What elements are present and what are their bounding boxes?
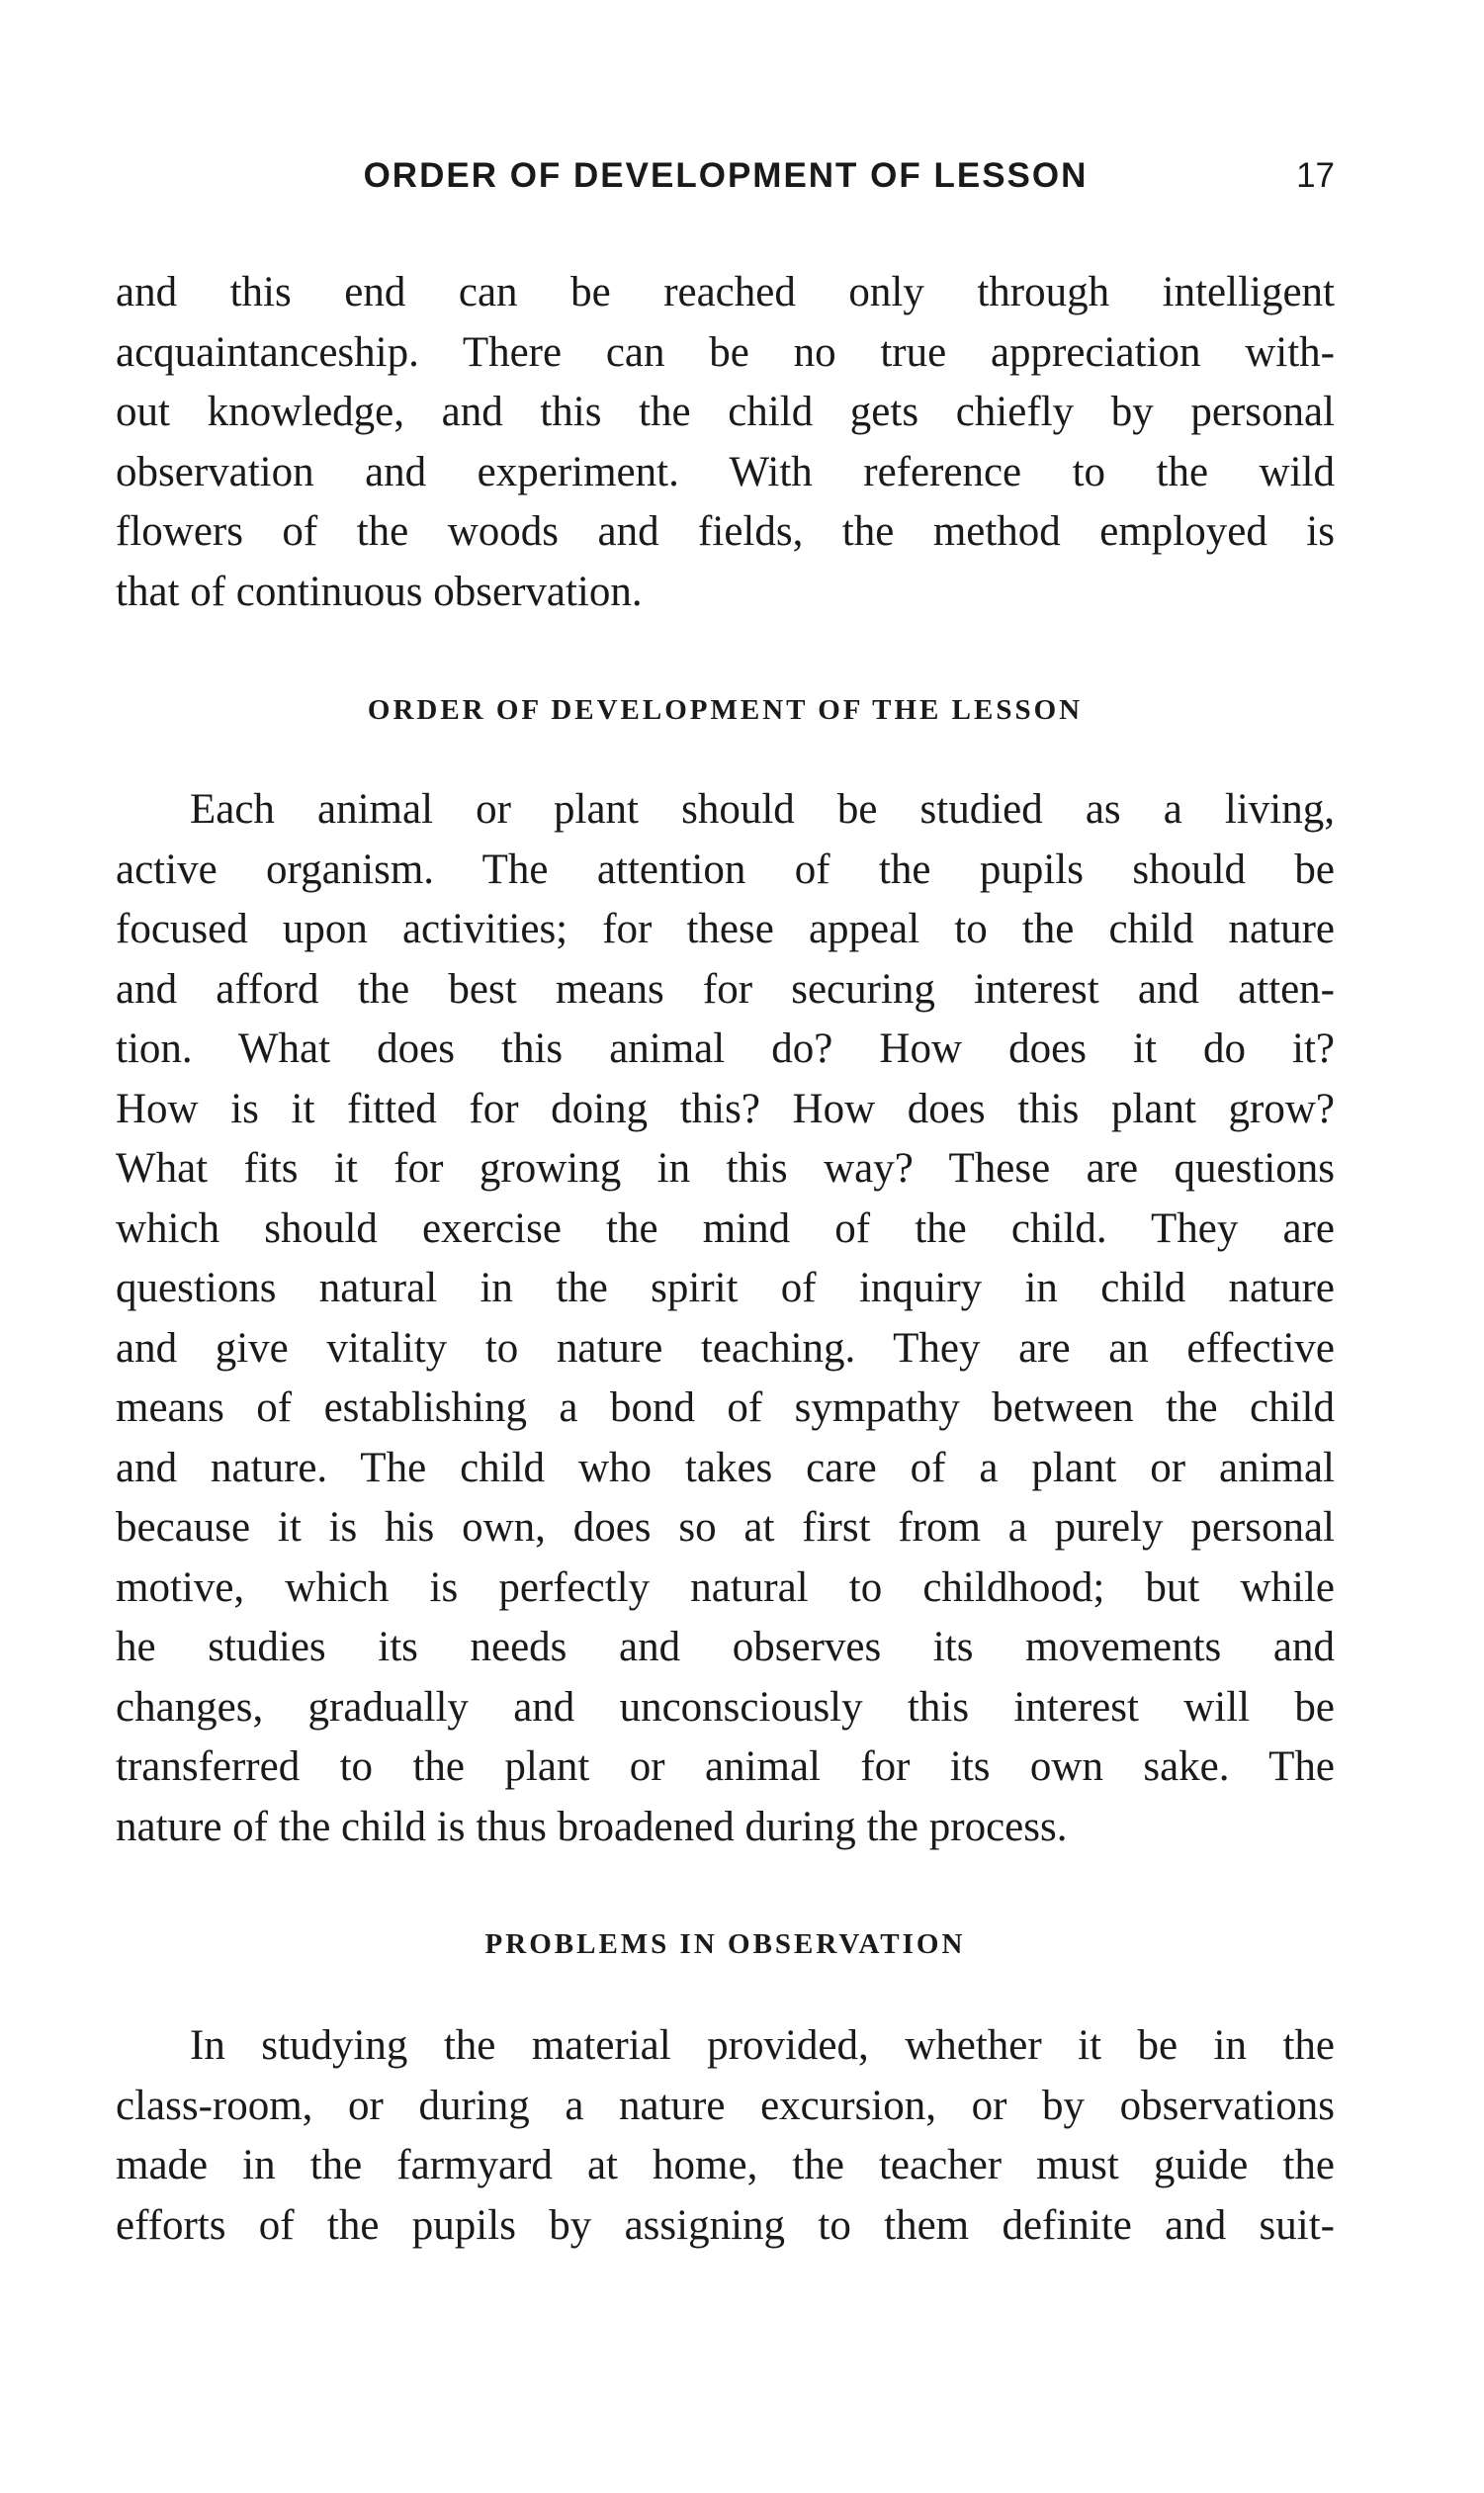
- text-line: and give vitality to nature teaching. They are an effective: [116, 1324, 1335, 1372]
- text-line: flowers of the woods and fields, the method employed is: [116, 508, 1335, 555]
- text-line: changes, gradually and unconsciously this interest will be: [116, 1683, 1335, 1731]
- text-line: transferred to the plant or animal for its own sake. The: [116, 1743, 1335, 1790]
- text-line: acquaintanceship. There can be no true appreciation with-: [116, 328, 1335, 376]
- text-line: which should exercise the mind of the child. They are: [116, 1204, 1335, 1252]
- text-line: observation and experiment. With reference to the wild: [116, 448, 1335, 495]
- text-line: tion. What does this animal do? How does it do it?: [116, 1025, 1335, 1072]
- text-line: and nature. The child who takes care of a plant or animal: [116, 1444, 1335, 1491]
- text-line: In studying the material provided, whether it be in the: [190, 2022, 1335, 2069]
- paragraph-1: [116, 263, 1335, 622]
- section-heading-order-of-development: ORDER OF DEVELOPMENT OF THE LESSON: [367, 694, 1084, 726]
- text-line: means of establishing a bond of sympathy between the child: [116, 1384, 1335, 1431]
- paragraph-2: [116, 780, 1335, 1857]
- text-line: class-room, or during a nature excursion, or by observations: [116, 2082, 1335, 2129]
- text-line: active organism. The attention of the pupils should be: [116, 846, 1335, 893]
- text-line: because it is his own, does so at first from a purely personal: [116, 1504, 1335, 1551]
- paragraph-3: [116, 2016, 1335, 2256]
- text-line: How is it fitted for doing this? How does this plant grow?: [116, 1085, 1335, 1132]
- text-line: questions natural in the spirit of inquiry in child nature: [116, 1265, 1335, 1311]
- section-heading-problems-in-observation: PROBLEMS IN OBSERVATION: [484, 1928, 966, 1960]
- text-line: motive, which is perfectly natural to childhood; but while: [116, 1563, 1335, 1611]
- text-line: and afford the best means for securing interest and atten-: [116, 965, 1335, 1013]
- text-line: made in the farmyard at home, the teacher must guide the: [116, 2142, 1335, 2188]
- text-line: Each animal or plant should be studied as a living,: [190, 786, 1335, 833]
- text-line: out knowledge, and this the child gets chiefly by personal: [116, 389, 1335, 435]
- text-line: that of continuous observation.: [116, 568, 643, 615]
- text-line: efforts of the pupils by assigning to them definite and suit-: [116, 2201, 1335, 2249]
- page-number: 17: [1296, 156, 1335, 195]
- running-head: ORDER OF DEVELOPMENT OF LESSON: [363, 156, 1089, 195]
- text-line: focused upon activities; for these appeal to the child nature: [116, 906, 1335, 952]
- text-line: What fits it for growing in this way? These are questions: [116, 1145, 1335, 1192]
- text-line: he studies its needs and observes its movements and: [116, 1624, 1335, 1670]
- text-line: and this end can be reached only through intelligent: [116, 269, 1335, 315]
- text-line: nature of the child is thus broadened during the process.: [116, 1803, 1068, 1850]
